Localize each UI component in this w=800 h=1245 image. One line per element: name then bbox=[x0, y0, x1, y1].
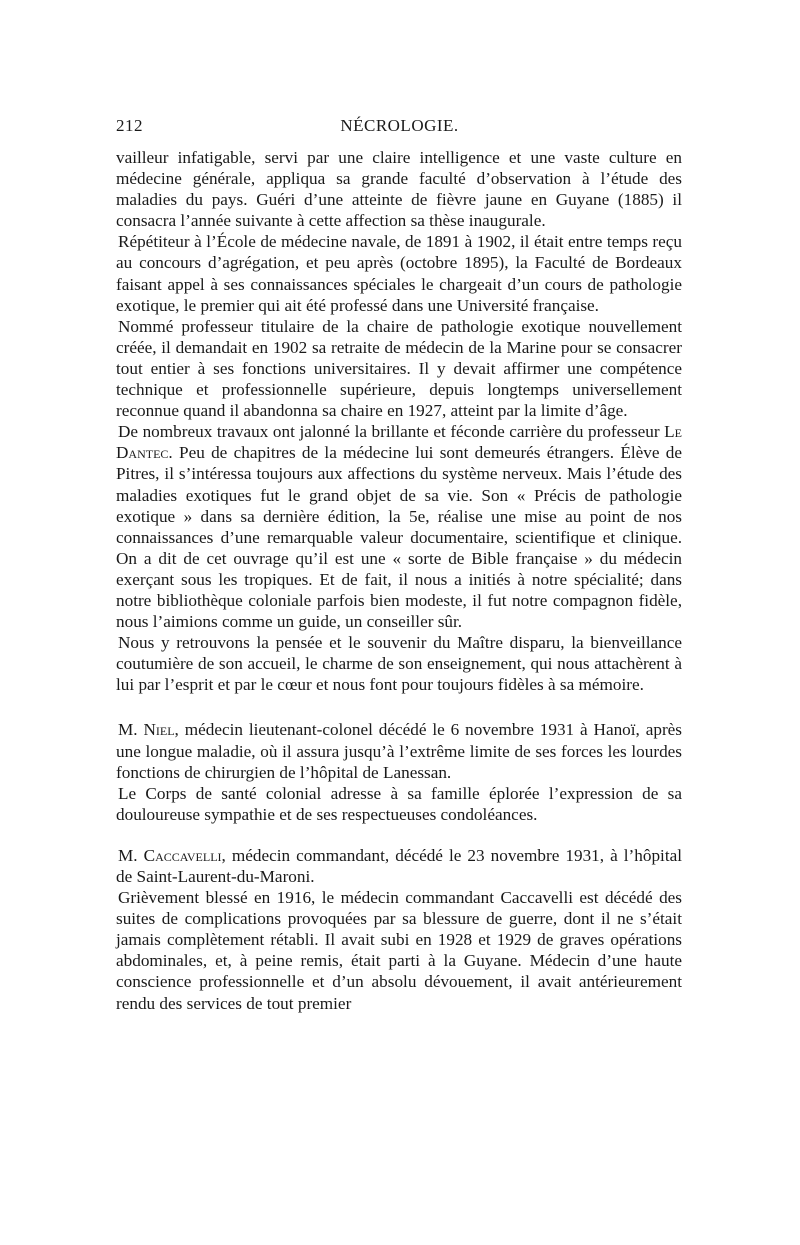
paragraph-4-text-a: De nombreux travaux ont jalonné la brillante et féconde carrière du professeur bbox=[118, 422, 665, 442]
paragraph-6 bbox=[116, 719, 682, 782]
paragraph-4 bbox=[116, 421, 682, 632]
paragraph-6-text-a: M. bbox=[118, 720, 144, 740]
paragraph-3: Nommé professeur titulaire de la chaire de pathologie exotique nouvellement créée, il demandait en 1902 sa retraite de médecin de la Marine pour se consacrer tout entier à ses fonctions universitaires. Il y devait affirmer une compétence technique et professionnelle supérieure, depuis longtemps universellement reconnue quand il abandonna sa chaire en 1927, atteint par la limite d’âge. bbox=[116, 316, 682, 421]
person-name-niel: Niel bbox=[143, 720, 175, 740]
section-gap bbox=[116, 825, 682, 845]
paragraph-7: Le Corps de santé colonial adresse à sa famille éplorée l’expression de sa douloureuse sympathie et de ses respectueuses condoléances. bbox=[116, 783, 682, 824]
running-title: NÉCROLOGIE. bbox=[340, 116, 459, 135]
paragraph-1: vailleur infatigable, servi par une claire intelligence et une vaste culture en médecine générale, appliqua sa grande faculté d’observation à l’étude des maladies du pays. Guéri d’une atteinte de fièvre jaune en Guyane (1885) il consacra l’année suivante à cette affection sa thèse inaugurale. bbox=[116, 148, 682, 231]
paragraph-8-text-a: M. bbox=[118, 845, 144, 865]
page-body bbox=[116, 147, 682, 1014]
paragraph-6-text-b: , médecin lieutenant-colonel décédé le 6 novembre 1931 à Hanoï, après une longue maladie, où il assura jusqu’à l’extrême limite de ses forces les lourdes fonctions de chirurgien de l’hôpital de Lanessan. bbox=[116, 720, 682, 782]
person-name-caccavelli: Caccavelli bbox=[143, 845, 222, 865]
paragraph-8-text-b: , médecin commandant, décédé le 23 novembre 1931, à l’hôpital de Saint-Laurent-du-Maroni. bbox=[116, 845, 682, 886]
paragraph-8 bbox=[116, 845, 682, 887]
page-number: 212 bbox=[116, 116, 143, 135]
paragraph-2: Répétiteur à l’École de médecine navale, de 1891 à 1902, il était entre temps reçu au concours d’agrégation, et peu après (octobre 1895), la Faculté de Bordeaux faisant appel à ses connaissances spéciales le chargeait d’un cours de pathologie exotique, le premier qui ait été professé dans une Université française. bbox=[116, 232, 682, 315]
paragraph-4-text-b: . Peu de chapitres de la médecine lui sont demeurés étrangers. Élève de Pitres, il s’intéressa toujours aux affections du système nerveux. Mais l’étude des maladies exotiques fut le grand objet de sa vie. Son « Précis de pathologie exotique » dans sa dernière édition, la 5e, réalise une mise au point de nos connaissances d’une remarquable valeur documentaire, scientifique et clinique. On a dit de cet ouvrage qu’il est une « sorte de Bible française » du médecin exerçant sous les tropiques. Et de fait, il nous a initiés à notre spécialité; dans notre bibliothèque coloniale parfois bien modeste, il fut notre compagnon fidèle, nous l’aimions comme un guide, un conseiller sûr. bbox=[116, 443, 682, 632]
section-gap bbox=[116, 695, 682, 719]
paragraph-9: Grièvement blessé en 1916, le médecin commandant Caccavelli est décédé des suites de complications provoquées par sa blessure de guerre, dont il ne s’était jamais complètement rétabli. Il avait subi en 1928 et 1929 de graves opérations abdominales, et, à peine remis, était parti à la Guyane. Médecin d’une haute conscience professionnelle et d’un absolu dévouement, il avait antérieurement rendu des services de tout premier bbox=[116, 888, 682, 1013]
paragraph-5: Nous y retrouvons la pensée et le souvenir du Maître disparu, la bienveillance coutumière de son accueil, le charme de son enseignement, qui nous attachèrent à lui par l’esprit et par le cœur et nous font pour toujours fidèles à sa mémoire. bbox=[116, 633, 682, 695]
person-name-le-dantec: Le Dantec bbox=[116, 422, 682, 463]
